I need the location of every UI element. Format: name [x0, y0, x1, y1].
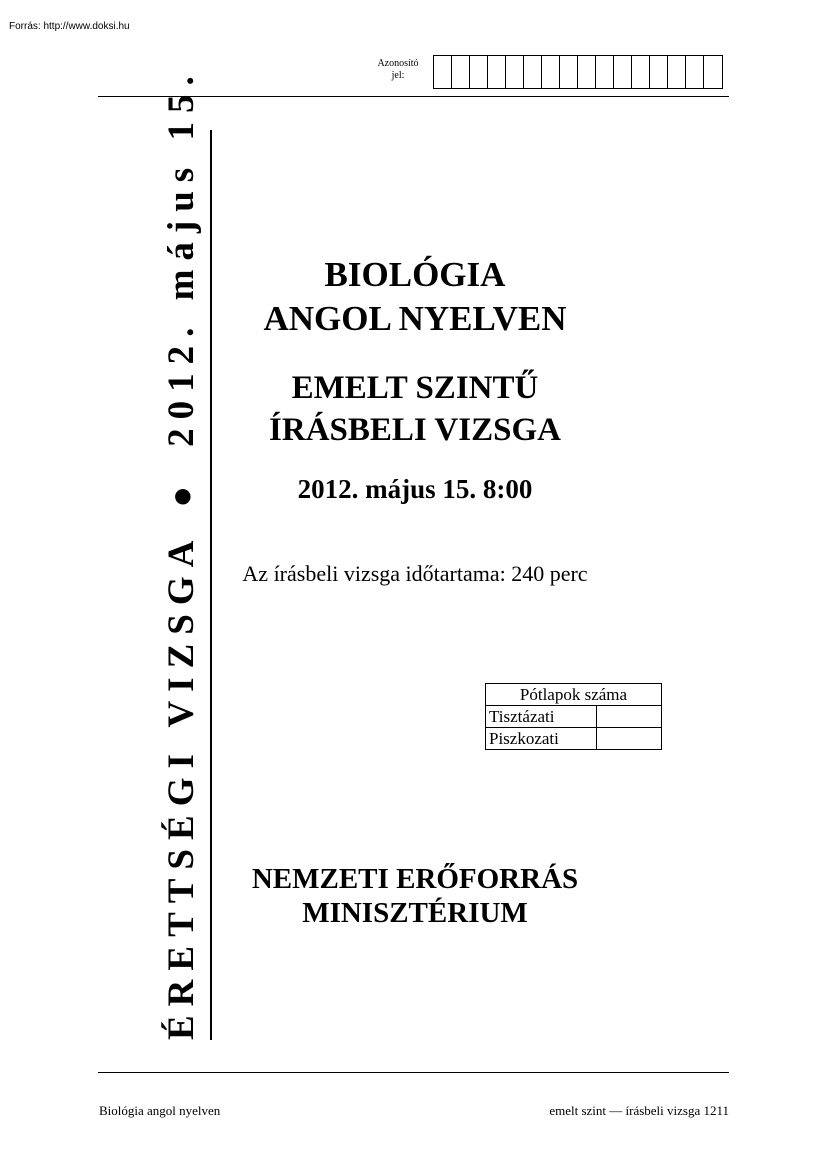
id-char-box[interactable]: [452, 56, 470, 88]
vertical-exam-title: ÉRETTSÉGI VIZSGA: [160, 531, 202, 1040]
id-char-box[interactable]: [704, 56, 722, 88]
language-title: ANGOL NYELVEN: [263, 299, 567, 338]
ministry-name-line2: MINISZTÉRIUM: [302, 897, 528, 929]
vertical-separator-dot: ●: [161, 476, 201, 508]
id-input-boxes[interactable]: [433, 55, 723, 89]
draft-label: Piszkozati: [486, 728, 597, 750]
exam-duration: Az írásbeli vizsga időtartama: 240 perc: [242, 561, 588, 586]
id-char-box[interactable]: [560, 56, 578, 88]
id-char-box[interactable]: [434, 56, 452, 88]
footer-subject: Biológia angol nyelven: [99, 1103, 221, 1118]
id-char-box[interactable]: [614, 56, 632, 88]
id-label: [366, 58, 430, 82]
id-char-box[interactable]: [650, 56, 668, 88]
id-char-box[interactable]: [596, 56, 614, 88]
extra-sheets-table: [485, 683, 662, 750]
exam-type-title: ÍRÁSBELI VIZSGA: [269, 412, 561, 448]
draft-count-field[interactable]: [597, 728, 662, 750]
id-char-box[interactable]: [668, 56, 686, 88]
id-char-box[interactable]: [524, 56, 542, 88]
footer-exam-code: emelt szint — írásbeli vizsga 1211: [549, 1103, 729, 1118]
exam-date-time: 2012. május 15. 8:00: [297, 474, 533, 504]
id-label-line1: Azonosító: [377, 58, 419, 69]
bottom-divider: [98, 1072, 729, 1073]
id-char-box[interactable]: [632, 56, 650, 88]
id-char-box[interactable]: [488, 56, 506, 88]
id-char-box[interactable]: [686, 56, 704, 88]
table-row: [486, 706, 662, 728]
source-tag: Forrás: http://www.doksi.hu: [9, 21, 130, 32]
extra-sheets-header: Pótlapok száma: [486, 684, 662, 706]
id-char-box[interactable]: [578, 56, 596, 88]
clean-copy-label: Tisztázati: [486, 706, 597, 728]
id-char-box[interactable]: [470, 56, 488, 88]
vertical-exam-date: 2012. május 15.: [160, 67, 202, 447]
subject-title: BIOLÓGIA: [324, 255, 506, 294]
level-title: EMELT SZINTŰ: [291, 370, 539, 406]
clean-copy-count-field[interactable]: [597, 706, 662, 728]
id-char-box[interactable]: [542, 56, 560, 88]
id-label-line2: jel:: [391, 70, 405, 81]
table-row: [486, 728, 662, 750]
id-char-box[interactable]: [506, 56, 524, 88]
ministry-name-line1: NEMZETI ERŐFORRÁS: [251, 863, 579, 895]
